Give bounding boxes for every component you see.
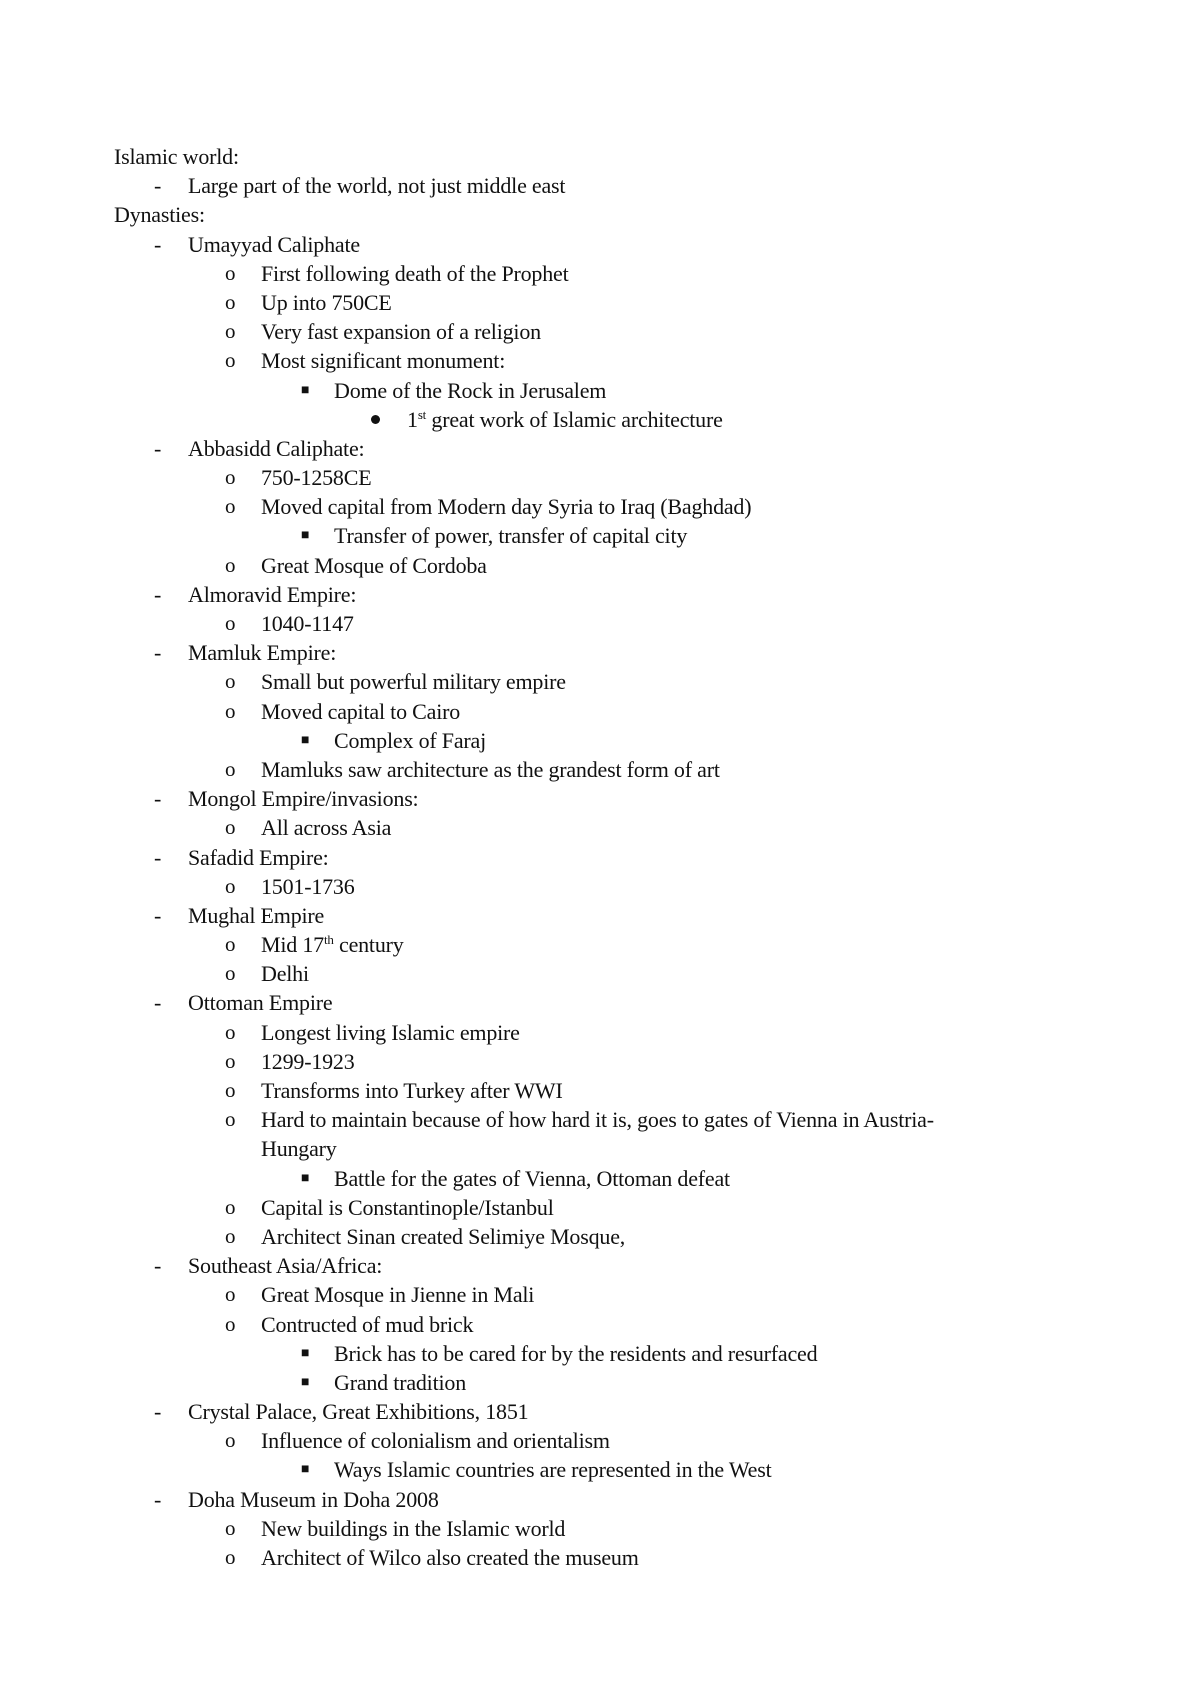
list-item bbox=[114, 1397, 1114, 1426]
item-text: Transfer of power, transfer of capital city bbox=[334, 523, 688, 549]
item-text: Very fast expansion of a religion bbox=[261, 319, 541, 345]
list-item bbox=[114, 1426, 1114, 1455]
list-item bbox=[114, 521, 1114, 550]
item-text: Dynasties: bbox=[114, 202, 205, 228]
square-bullet-icon: ■ bbox=[301, 528, 310, 544]
item-text: Hungary bbox=[261, 1136, 337, 1162]
dash-bullet: - bbox=[154, 640, 162, 666]
list-item bbox=[114, 784, 1114, 813]
circle-bullet: o bbox=[225, 1048, 236, 1073]
list-item bbox=[114, 259, 1114, 288]
dash-bullet: - bbox=[154, 844, 162, 870]
item-text: 1299-1923 bbox=[261, 1048, 355, 1074]
list-item bbox=[114, 930, 1114, 959]
circle-bullet: o bbox=[225, 961, 236, 986]
circle-bullet: o bbox=[225, 1282, 236, 1307]
item-text: Umayyad Caliphate bbox=[188, 231, 360, 257]
item-text: Mamluk Empire: bbox=[188, 640, 337, 666]
item-text: Architect Sinan created Selimiye Mosque, bbox=[261, 1223, 626, 1249]
list-item bbox=[114, 843, 1114, 872]
item-text: Almoravid Empire: bbox=[188, 581, 357, 607]
item-text: Moved capital to Cairo bbox=[261, 698, 461, 724]
dash-bullet: - bbox=[154, 786, 162, 812]
list-item bbox=[114, 1105, 1114, 1134]
notes-page bbox=[114, 142, 1114, 1572]
item-text: Architect of Wilco also created the museum bbox=[261, 1545, 639, 1570]
dash-bullet: - bbox=[154, 231, 162, 257]
item-text: Crystal Palace, Great Exhibitions, 1851 bbox=[188, 1399, 529, 1425]
item-text: Mamluks saw architecture as the grandest form of art bbox=[261, 756, 720, 782]
item-text: Small but powerful military empire bbox=[261, 669, 566, 695]
square-bullet-icon: ■ bbox=[301, 1170, 310, 1186]
list-item bbox=[114, 171, 1114, 200]
list-item bbox=[114, 1251, 1114, 1280]
superscript: th bbox=[323, 932, 334, 948]
item-text: Hard to maintain because of how hard it is, goes to gates of Vienna in Austria- bbox=[261, 1107, 934, 1133]
circle-bullet: o bbox=[225, 552, 236, 577]
circle-bullet: o bbox=[225, 289, 236, 314]
circle-bullet: o bbox=[225, 669, 236, 694]
circle-bullet: o bbox=[225, 1515, 236, 1540]
circle-bullet: o bbox=[225, 932, 236, 957]
list-item bbox=[114, 1047, 1114, 1076]
item-text: Dome of the Rock in Jerusalem bbox=[334, 377, 607, 403]
circle-bullet: o bbox=[225, 698, 236, 723]
list-item bbox=[114, 1310, 1114, 1339]
circle-bullet: o bbox=[225, 815, 236, 840]
item-text: Great Mosque in Jienne in Mali bbox=[261, 1282, 535, 1308]
list-item bbox=[114, 901, 1114, 930]
list-item bbox=[114, 1514, 1114, 1543]
item-text: 750-1258CE bbox=[261, 465, 372, 491]
list-item bbox=[114, 1368, 1114, 1397]
square-bullet-icon: ■ bbox=[301, 1374, 310, 1390]
circle-bullet: o bbox=[225, 1223, 236, 1248]
item-text: Capital is Constantinople/Istanbul bbox=[261, 1194, 554, 1220]
list-item bbox=[114, 1543, 1114, 1572]
list-item bbox=[114, 1076, 1114, 1105]
item-text: Mid 17 bbox=[261, 932, 324, 958]
item-text: 1040-1147 bbox=[261, 611, 354, 636]
list-item bbox=[114, 346, 1114, 375]
item-text-after: century bbox=[333, 932, 404, 958]
item-text: New buildings in the Islamic world bbox=[261, 1515, 566, 1541]
list-item bbox=[114, 1193, 1114, 1222]
list-item bbox=[114, 638, 1114, 667]
dot-bullet-icon bbox=[371, 405, 380, 434]
item-text: First following death of the Prophet bbox=[261, 260, 569, 286]
list-item bbox=[114, 1222, 1114, 1251]
list-item bbox=[114, 755, 1114, 784]
circle-bullet: o bbox=[225, 1019, 236, 1044]
item-text: Brick has to be cared for by the residents and resurfaced bbox=[334, 1340, 818, 1366]
item-text: Ways Islamic countries are represented in the West bbox=[334, 1457, 772, 1483]
list-item bbox=[114, 1280, 1114, 1309]
list-item bbox=[114, 667, 1114, 696]
item-text: Grand tradition bbox=[334, 1369, 467, 1395]
list-item bbox=[114, 376, 1114, 405]
dash-bullet: - bbox=[154, 1399, 162, 1425]
list-item bbox=[114, 230, 1114, 259]
square-bullet-icon: ■ bbox=[301, 1345, 310, 1361]
item-text: Abbasidd Caliphate: bbox=[188, 435, 365, 461]
circle-bullet: o bbox=[225, 319, 236, 344]
circle-bullet: o bbox=[225, 873, 236, 898]
circle-bullet: o bbox=[225, 348, 236, 373]
list-item bbox=[114, 1455, 1114, 1484]
item-text: Ottoman Empire bbox=[188, 990, 333, 1016]
item-text-after: great work of Islamic architecture bbox=[426, 406, 723, 432]
square-bullet-icon: ■ bbox=[301, 732, 310, 748]
square-bullet-icon: ■ bbox=[301, 382, 310, 398]
item-text: Influence of colonialism and orientalism bbox=[261, 1428, 610, 1454]
item-text: 1501-1736 bbox=[261, 873, 355, 899]
list-item bbox=[114, 988, 1114, 1017]
list-item bbox=[114, 872, 1114, 901]
list-item bbox=[114, 697, 1114, 726]
circle-bullet: o bbox=[225, 1107, 236, 1132]
section-heading bbox=[114, 200, 1114, 229]
item-text: Transforms into Turkey after WWI bbox=[261, 1078, 563, 1103]
list-item bbox=[114, 1339, 1114, 1368]
list-item bbox=[114, 492, 1114, 521]
list-item bbox=[114, 1018, 1114, 1047]
list-item bbox=[114, 463, 1114, 492]
item-text: Large part of the world, not just middle east bbox=[188, 173, 566, 199]
list-item bbox=[114, 959, 1114, 988]
circle-bullet: o bbox=[225, 1428, 236, 1453]
list-item bbox=[114, 317, 1114, 346]
item-text: Most significant monument: bbox=[261, 348, 506, 374]
list-item bbox=[114, 434, 1114, 463]
item-text: Longest living Islamic empire bbox=[261, 1019, 520, 1045]
dash-bullet: - bbox=[154, 990, 162, 1016]
circle-bullet: o bbox=[225, 1545, 236, 1569]
item-text: Battle for the gates of Vienna, Ottoman defeat bbox=[334, 1165, 730, 1191]
dash-bullet: - bbox=[154, 1253, 162, 1279]
item-text: Delhi bbox=[261, 961, 309, 987]
item-text: Safadid Empire: bbox=[188, 844, 329, 870]
circle-bullet: o bbox=[225, 1311, 236, 1336]
item-text: Moved capital from Modern day Syria to Iraq (Baghdad) bbox=[261, 494, 752, 520]
dash-bullet: - bbox=[154, 173, 162, 199]
dash-bullet: - bbox=[154, 1486, 162, 1512]
circle-bullet: o bbox=[225, 465, 236, 490]
item-text: Islamic world: bbox=[114, 144, 239, 169]
item-text: Doha Museum in Doha 2008 bbox=[188, 1486, 439, 1512]
list-item bbox=[114, 551, 1114, 580]
dash-bullet: - bbox=[154, 581, 162, 607]
list-item bbox=[114, 580, 1114, 609]
circle-bullet: o bbox=[225, 260, 236, 285]
square-bullet-icon: ■ bbox=[301, 1462, 310, 1478]
list-item bbox=[114, 405, 1114, 434]
list-item bbox=[114, 288, 1114, 317]
item-text: 1 bbox=[407, 406, 418, 432]
item-text: Southeast Asia/Africa: bbox=[188, 1253, 383, 1279]
item-text: All across Asia bbox=[261, 815, 392, 841]
dash-bullet: - bbox=[154, 902, 162, 928]
item-text: Great Mosque of Cordoba bbox=[261, 552, 487, 578]
item-text: Complex of Faraj bbox=[334, 727, 486, 753]
list-item bbox=[114, 726, 1114, 755]
list-item bbox=[114, 1134, 1114, 1163]
list-item bbox=[114, 1485, 1114, 1514]
item-text: Mughal Empire bbox=[188, 902, 325, 928]
circle-bullet: o bbox=[225, 611, 236, 635]
item-text: Mongol Empire/invasions: bbox=[188, 786, 419, 812]
section-heading bbox=[114, 142, 1114, 171]
dash-bullet: - bbox=[154, 435, 162, 461]
circle-bullet: o bbox=[225, 494, 236, 519]
item-text: Contructed of mud brick bbox=[261, 1311, 474, 1337]
circle-bullet: o bbox=[225, 1078, 236, 1102]
superscript: st bbox=[417, 406, 427, 422]
list-item bbox=[114, 1164, 1114, 1193]
item-text: Up into 750CE bbox=[261, 289, 392, 315]
circle-bullet: o bbox=[225, 756, 236, 781]
list-item bbox=[114, 813, 1114, 842]
circle-bullet: o bbox=[225, 1194, 236, 1219]
list-item bbox=[114, 609, 1114, 638]
